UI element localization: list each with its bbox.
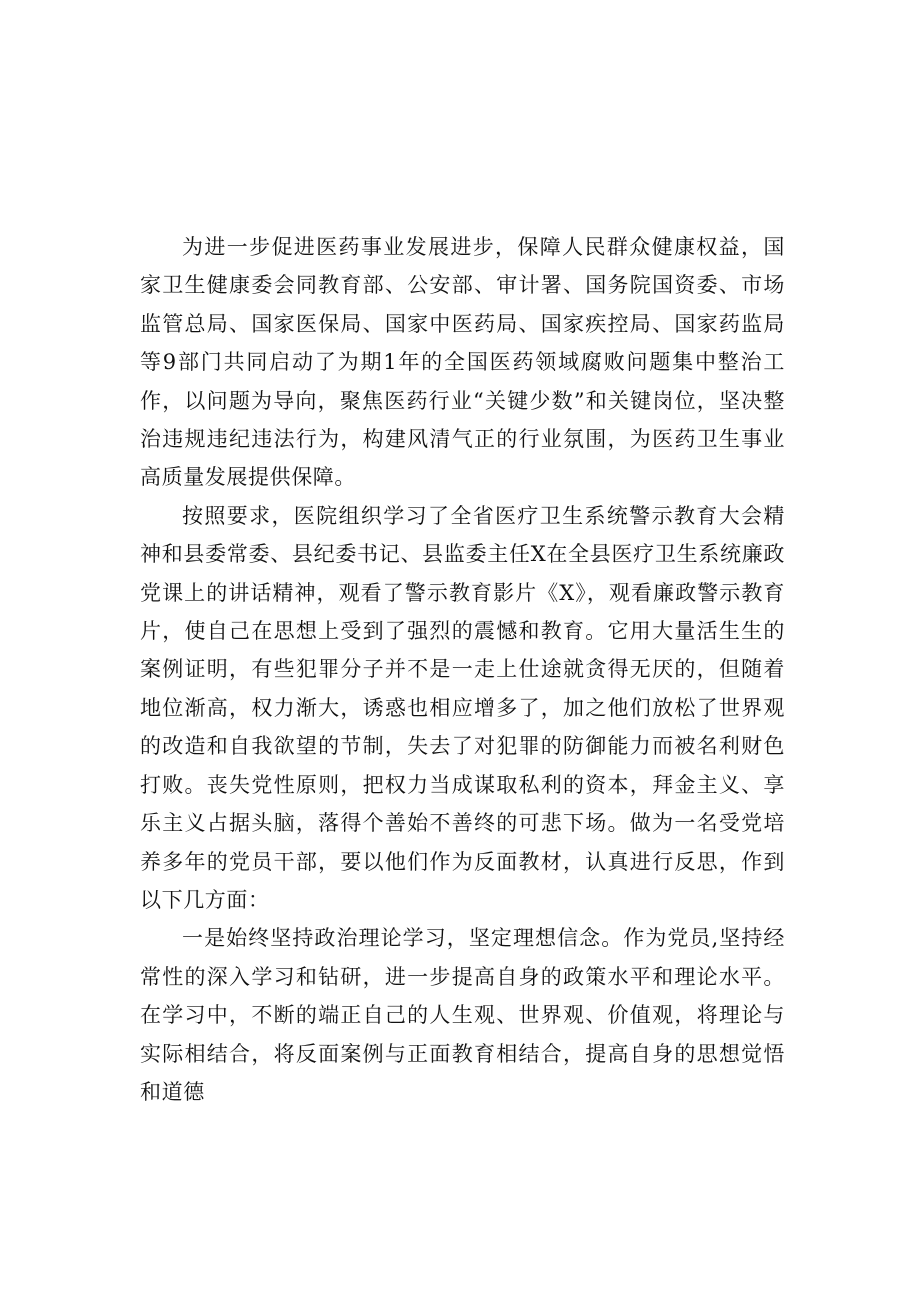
document-body	[140, 228, 785, 1111]
paragraph-2: 按照要求，医院组织学习了全省医疗卫生系统警示教育大会精神和县委常委、县纪委书记、县监委主任X在全县医疗卫生系统廉政党课上的讲话精神，观看了警示教育影片《X》，观看廉政警示教育片，使自己在思想上受到了强烈的震憾和教育。它用大量活生生的案例证明，有些犯罪分子并不是一走上仕途就贪得无厌的，但随着地位渐高，权力渐大，诱惑也相应增多了，加之他们放松了世界观的改造和自我欲望的节制，失去了对犯罪的防御能力而被名利财色打败。丧失党性原则，把权力当成谋取私利的资本，拜金主义、享乐主义占据头脑，落得个善始不善终的可悲下场。做为一名受党培养多年的党员干部，要以他们作为反面教材，认真进行反思，作到以下几方面：	[140, 503, 785, 912]
paragraph-3: 一是始终坚持政治理论学习，坚定理想信念。作为党员,坚持经常性的深入学习和钻研，进一步提高自身的政策水平和理论水平。在学习中，不断的端正自己的人生观、世界观、价值观，将理论与实际相结合，将反面案例与正面教育相结合，提高自身的思想觉悟和道德	[140, 926, 785, 1104]
paragraph-1: 为进一步促进医药事业发展进步，保障人民群众健康权益，国家卫生健康委会同教育部、公安部、审计署、国务院国资委、市场监管总局、国家医保局、国家中医药局、国家疾控局、国家药监局等9部门共同启动了为期1年的全国医药领域腐败问题集中整治工作，以问题为导向，聚焦医药行业“关键少数”和关键岗位，坚决整治违规违纪违法行为，构建风清气正的行业氛围，为医药卫生事业高质量发展提供保障。	[140, 235, 785, 490]
